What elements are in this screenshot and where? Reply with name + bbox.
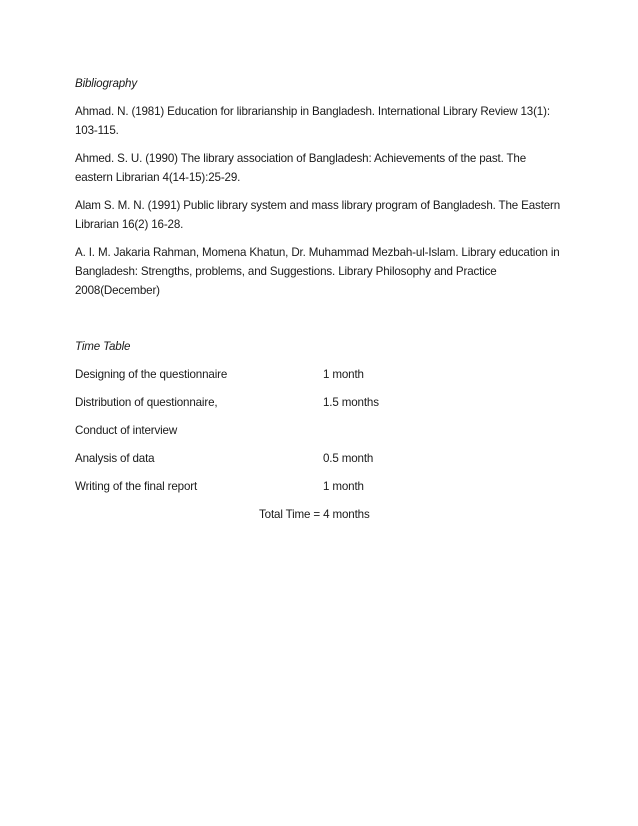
time-table-row	[75, 421, 565, 440]
time-table-activity: Designing of the questionnaire	[75, 368, 228, 381]
time-table-activity: Writing of the final report	[75, 480, 198, 493]
time-table-activity: Distribution of questionnaire,	[75, 396, 218, 409]
time-table-heading: Time Table	[75, 340, 131, 353]
page-content	[75, 74, 565, 524]
bibliography-entry: A. I. M. Jakaria Rahman, Momena Khatun, Dr. Muhammad Mezbah-ul-Islam. Library education in Bangladesh: Strengths, problems, and Suggestions. Library Philosophy and Practice 2008(December)	[75, 246, 560, 297]
time-table-activity: Analysis of data	[75, 452, 155, 465]
bibliography-entry: Alam S. M. N. (1991) Public library system and mass library program of Bangladesh. The Eastern Librarian 16(2) 16-28.	[75, 199, 561, 231]
time-table-row	[75, 449, 565, 468]
time-table-activity: Conduct of interview	[75, 424, 178, 437]
section-spacer	[75, 309, 565, 337]
bibliography-entry: Ahmad. N. (1981) Education for librarianship in Bangladesh. International Library Review 13(1): 103-115.	[75, 105, 550, 137]
bibliography-entry: Ahmed. S. U. (1990) The library association of Bangladesh: Achievements of the past. The eastern Librarian 4(14-15):25-29.	[75, 152, 527, 184]
time-table-row	[75, 393, 565, 412]
time-table-duration: 1 month	[323, 368, 364, 381]
time-table-duration: 0.5 month	[323, 452, 374, 465]
time-table-row	[75, 477, 565, 496]
time-table-duration	[323, 421, 565, 440]
time-table-duration: 1.5 months	[323, 396, 379, 409]
time-table-duration: 1 month	[323, 480, 364, 493]
time-table-total: Total Time = 4 months	[259, 508, 370, 521]
bibliography-heading: Bibliography	[75, 77, 138, 90]
time-table-row	[75, 365, 565, 384]
